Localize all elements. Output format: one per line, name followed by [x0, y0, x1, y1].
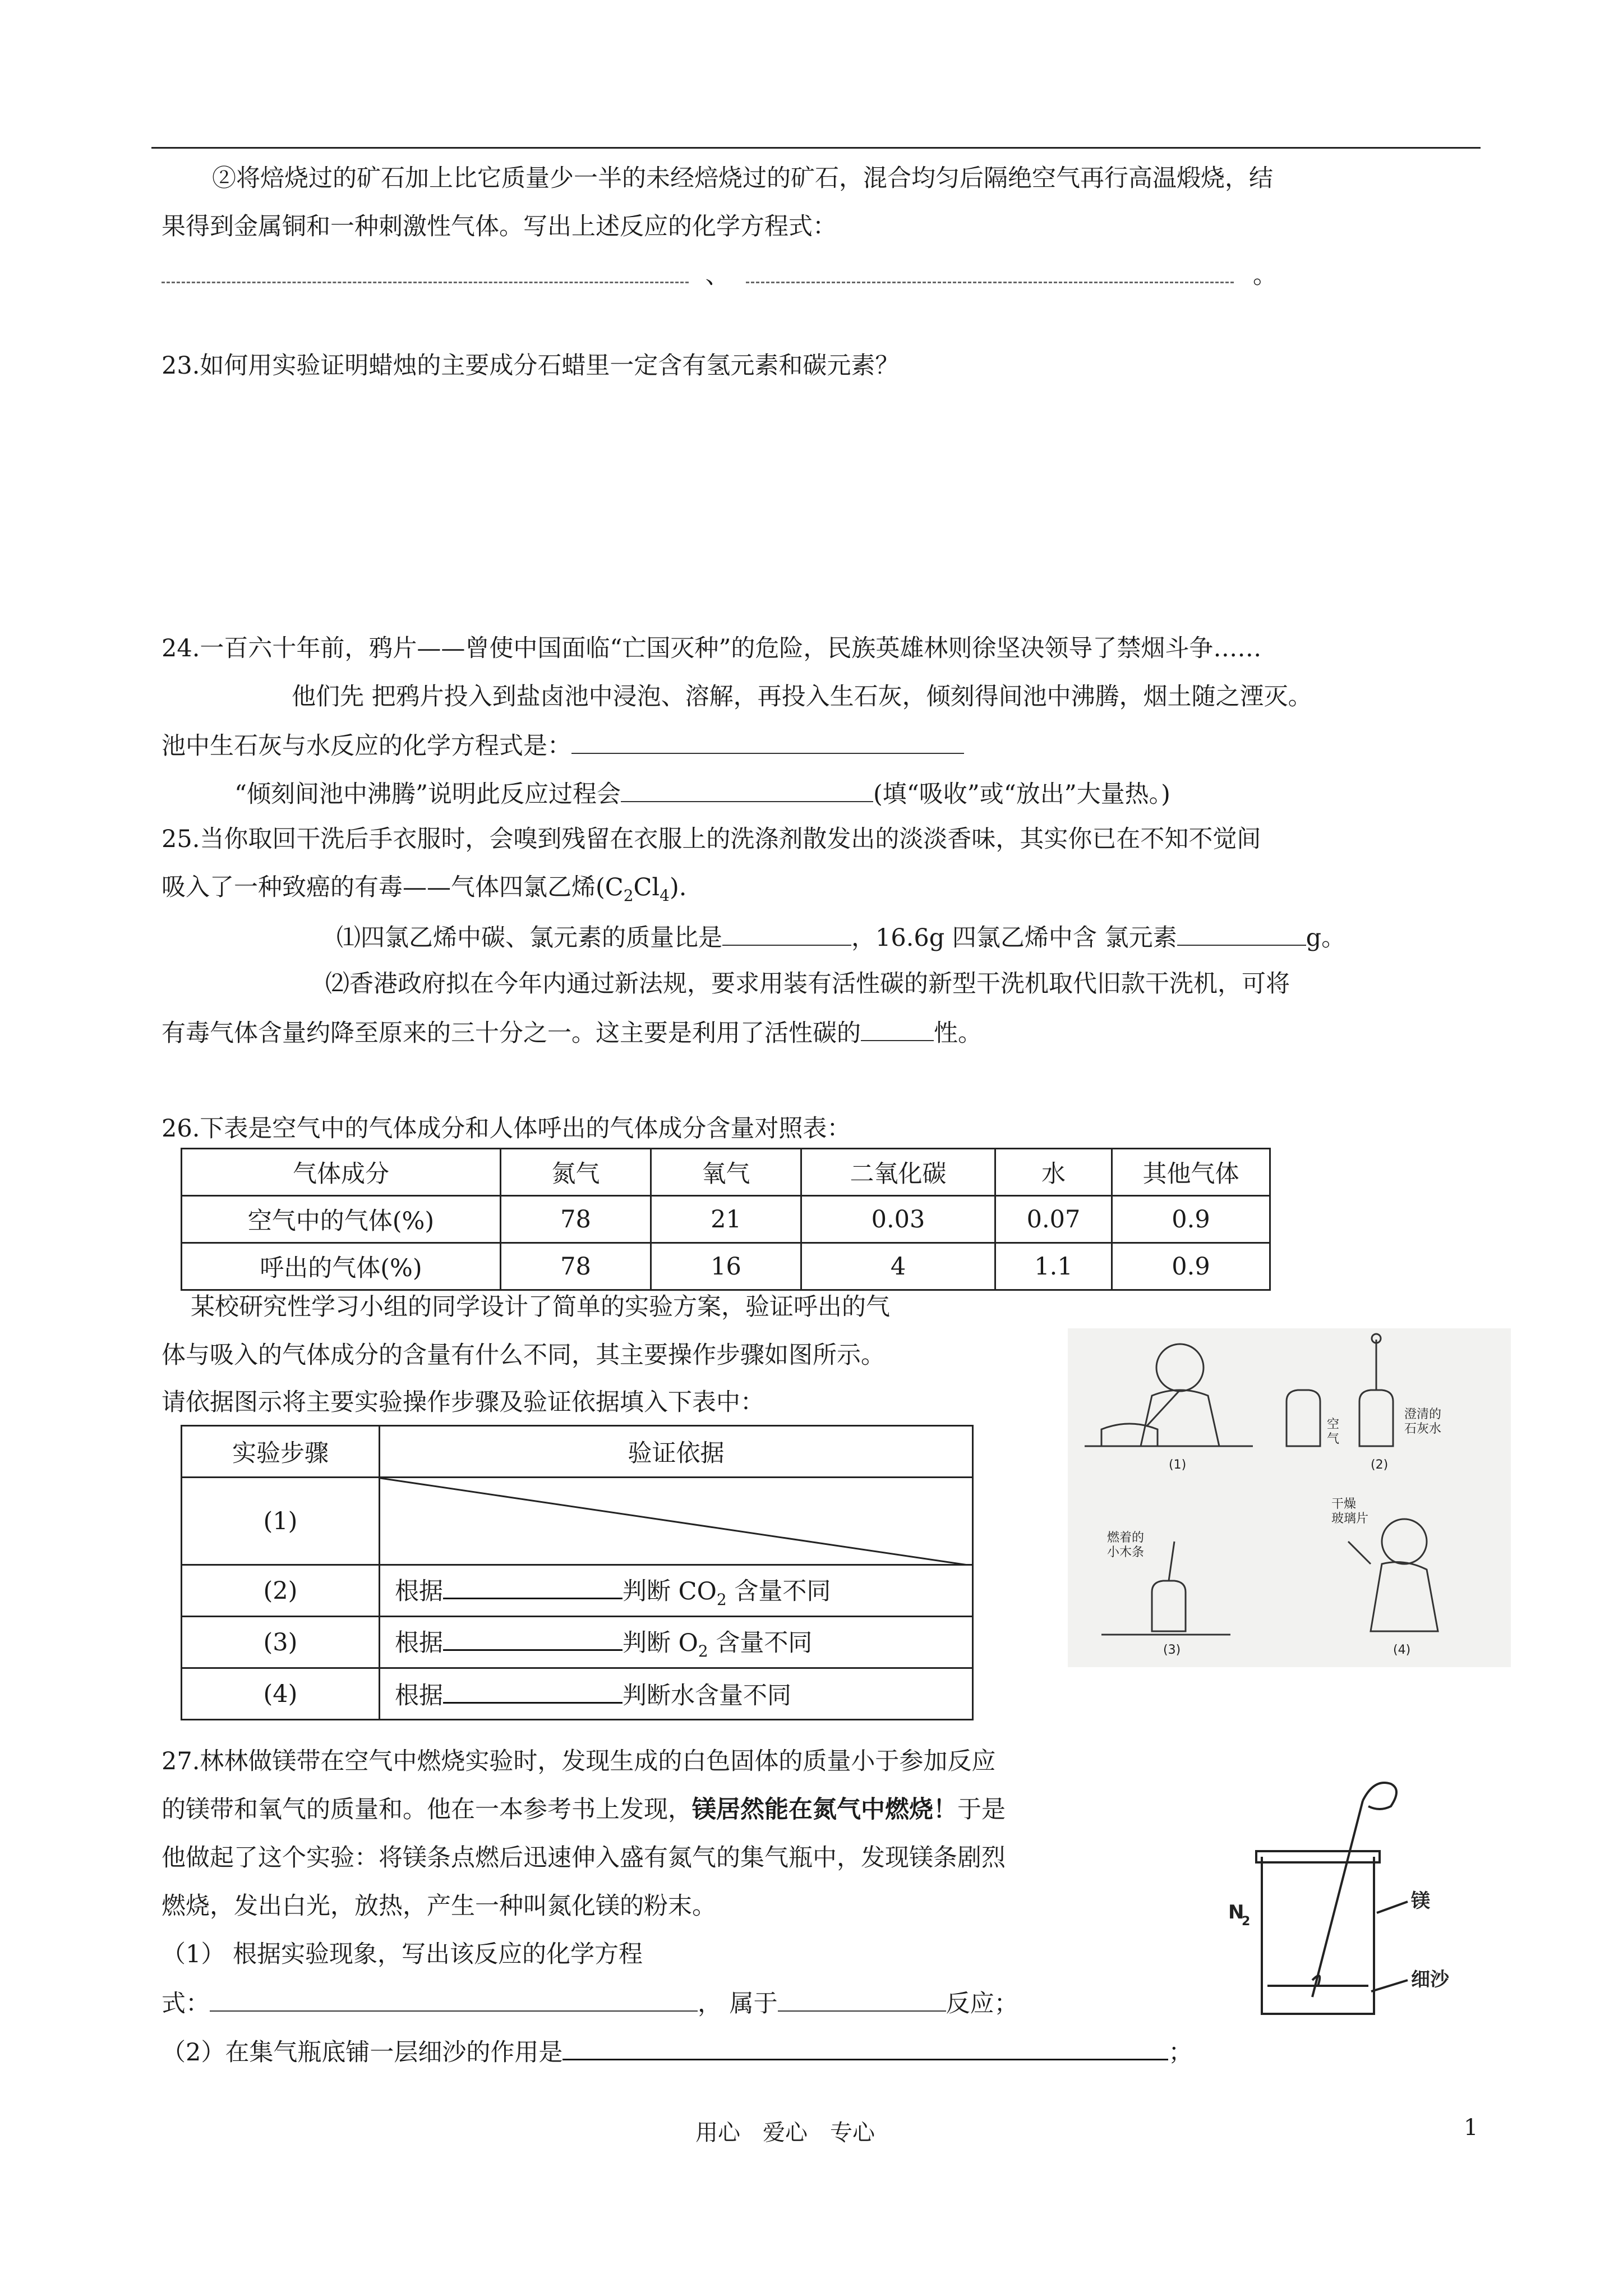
table-header: 其他气体 — [1112, 1149, 1270, 1196]
answer-blank[interactable] — [162, 259, 689, 283]
sand-label: 细沙 — [1411, 1968, 1449, 1991]
q22-line2: 果得到金属铜和一种刺激性气体。写出上述反应的化学方程式： — [162, 213, 837, 241]
subscript: 2 — [698, 1642, 708, 1660]
answer-blank[interactable] — [443, 1677, 623, 1704]
q27-bold: 镁居然能在氮气中燃烧！ — [692, 1796, 957, 1824]
q25-text: ). — [670, 873, 687, 901]
q26-para3: 请依据图示将主要实验操作步骤及验证依据填入下表中： — [162, 1388, 764, 1416]
judge-text: 判断水含量不同 — [623, 1682, 791, 1710]
table-row — [182, 1565, 973, 1617]
q24-line2: 他们先 把鸦片投入到盐卤池中浸泡、溶解，再投入生石灰，倾刻得间池中沸腾，烟土随之湮灭。 — [292, 683, 1312, 711]
q27-text: 于是 — [957, 1796, 1006, 1824]
answer-blank[interactable] — [621, 776, 873, 802]
header-rule — [151, 147, 1481, 149]
gas-jar-illustration — [1228, 1767, 1464, 2031]
q25-line4: ⑵香港政府拟在今年内通过新法规，要求用装有活性碳的新型干洗机取代旧款干洗机，可将 — [325, 970, 1290, 998]
q25-text: Cl — [633, 873, 660, 901]
q22-line1: ②将焙烧过的矿石加上比它质量少一半的未经焙烧过的矿石，混合均匀后隔绝空气再行高温煅烧，结 — [212, 164, 1273, 192]
table-cell: 0.9 — [1112, 1196, 1270, 1243]
table-cell: 0.07 — [995, 1196, 1112, 1243]
q24-line3 — [162, 728, 1481, 762]
table-header: 实验步骤 — [182, 1426, 380, 1478]
judge-text: 判断 O — [623, 1629, 698, 1657]
basis-label: 根据 — [395, 1682, 443, 1710]
table-header: 二氧化碳 — [801, 1149, 995, 1196]
table-header: 水 — [995, 1149, 1112, 1196]
answer-blank[interactable] — [861, 1015, 934, 1041]
diagonal-line — [380, 1478, 972, 1566]
figure-label: 石灰水 — [1404, 1422, 1442, 1436]
q23-question: 23.如何用实验证明蜡烛的主要成分石蜡里一定含有氢元素和碳元素？ — [162, 352, 900, 380]
answer-blank[interactable] — [210, 1986, 698, 2012]
q27-line5: （1） 根据实验现象，写出该反应的化学方程 — [162, 1940, 643, 1968]
figure-label: 澄清的 — [1404, 1407, 1442, 1421]
table-header: 验证依据 — [380, 1426, 973, 1478]
q25-prompt: ⑴四氯乙烯中碳、氯元素的质量比是 — [336, 924, 722, 952]
table-header: 气体成分 — [182, 1149, 501, 1196]
q26-para1: 某校研究性学习小组的同学设计了简单的实验方案，验证呼出的气 — [191, 1293, 890, 1321]
step-label: (3) — [182, 1617, 380, 1668]
subscript: 2 — [716, 1590, 727, 1609]
magnesium-nitrogen-figure — [1228, 1767, 1464, 2031]
figure-label: 空 — [1327, 1418, 1340, 1432]
separator: 、 — [705, 261, 730, 289]
table-cell: 16 — [651, 1243, 801, 1290]
answer-blank[interactable] — [746, 259, 1234, 283]
experiment-steps-table — [181, 1425, 974, 1720]
table-row — [182, 1668, 973, 1720]
figure-label: 小木条 — [1107, 1545, 1145, 1559]
step-label: (4) — [182, 1668, 380, 1720]
magnesium-label: 镁 — [1411, 1890, 1430, 1912]
table-row — [182, 1243, 1270, 1290]
subscript: 2 — [1242, 1915, 1251, 1929]
figure-label: (2) — [1371, 1458, 1389, 1472]
table-cell: 78 — [501, 1196, 651, 1243]
q27-line1: 27.林林做镁带在空气中燃烧实验时，发现生成的白色固体的质量小于参加反应 — [162, 1747, 996, 1775]
q27-line7 — [162, 2034, 1481, 2068]
experiment-illustration — [1068, 1328, 1511, 1667]
q26-para2: 体与吸入的气体成分的含量有什么不同，其主要操作步骤如图所示。 — [162, 1341, 885, 1369]
table-header: 氮气 — [501, 1149, 651, 1196]
step-label: (2) — [182, 1565, 380, 1617]
q27-prompt: 反应； — [946, 1990, 1018, 2018]
q27-prompt: （2）在集气瓶底铺一层细沙的作用是 — [162, 2039, 563, 2067]
q24-prompt: “倾刻间池中沸腾”说明此反应过程会 — [234, 780, 621, 808]
figure-label: 玻璃片 — [1331, 1512, 1369, 1526]
page-number: 1 — [1464, 2115, 1478, 2141]
table-cell: 0.03 — [801, 1196, 995, 1243]
q25-line1: 25.当你取回干洗后手衣服时，会嗅到残留在衣服上的洗涤剂散发出的淡淡香味，其实你已在不知不觉间 — [162, 825, 1261, 853]
q25-line2 — [162, 872, 1481, 912]
q25-line3 — [336, 920, 1623, 954]
q25-prompt: 有毒气体含量约降至原来的三十分之一。这主要是利用了活性碳的 — [162, 1019, 861, 1047]
q27-line3: 他做起了这个实验：将镁条点燃后迅速伸入盛有氮气的集气瓶中，发现镁条剧烈 — [162, 1844, 1006, 1872]
basis-cell — [380, 1565, 973, 1617]
gas-comparison-table — [181, 1148, 1271, 1291]
diagonal-cell — [380, 1478, 973, 1565]
judge-text: 含量不同 — [726, 1577, 831, 1605]
basis-cell — [380, 1617, 973, 1668]
figure-label: (4) — [1393, 1643, 1411, 1657]
q27-prompt: 式： — [162, 1990, 210, 2018]
answer-blank[interactable] — [722, 920, 851, 946]
q25-line5 — [162, 1015, 1481, 1049]
figure-label: (3) — [1163, 1643, 1181, 1657]
answer-blank[interactable] — [1177, 920, 1306, 946]
q24-prompt: 池中生石灰与水反应的化学方程式是： — [162, 732, 571, 760]
footer-motto: 用心 爱心 专心 — [695, 2120, 875, 2146]
answer-blank[interactable] — [562, 2034, 1168, 2060]
table-cell: 1.1 — [995, 1243, 1112, 1290]
q24-line1: 24.一百六十年前，鸦片——曾使中国面临“亡国灭种”的危险，民族英雄林则徐坚决领导了禁烟斗争…… — [162, 634, 1262, 662]
answer-blank[interactable] — [443, 1625, 623, 1651]
step-label: (1) — [182, 1478, 380, 1565]
basis-cell — [380, 1668, 973, 1720]
n2-label: N — [1228, 1901, 1244, 1924]
judge-text: 判断 CO — [623, 1577, 717, 1605]
table-row — [182, 1478, 973, 1565]
q27-prompt: ， 属于 — [698, 1990, 778, 2018]
answer-blank[interactable] — [443, 1573, 623, 1599]
table-cell: 0.9 — [1112, 1243, 1270, 1290]
q27-prompt: ； — [1168, 2039, 1193, 2067]
table-header: 氧气 — [651, 1149, 801, 1196]
judge-text: 含量不同 — [708, 1629, 813, 1657]
subscript: 4 — [660, 886, 670, 905]
figure-label: (1) — [1169, 1458, 1187, 1472]
q27-line4: 燃烧，发出白光，放热，产生一种叫氮化镁的粉末。 — [162, 1892, 716, 1920]
q27-text: 的镁带和氧气的质量和。他在一本参考书上发现， — [162, 1796, 692, 1824]
table-row — [182, 1196, 1270, 1243]
unit: g。 — [1306, 924, 1346, 952]
answer-blank[interactable] — [778, 1986, 946, 2012]
table-row — [182, 1617, 973, 1668]
table-cell: 呼出的气体(%) — [182, 1243, 501, 1290]
answer-blank[interactable] — [571, 728, 964, 754]
figure-label: 干燥 — [1331, 1497, 1357, 1511]
table-cell: 空气中的气体(%) — [182, 1196, 501, 1243]
end-mark: 。 — [1253, 261, 1278, 289]
table-cell: 78 — [501, 1243, 651, 1290]
figure-label: 燃着的 — [1107, 1531, 1145, 1545]
basis-label: 根据 — [395, 1629, 443, 1657]
q25-text: 吸入了一种致癌的有毒——气体四氯乙烯(C — [162, 873, 624, 901]
q26-intro: 26.下表是空气中的气体成分和人体呼出的气体成分含量对照表： — [162, 1115, 851, 1143]
table-cell: 4 — [801, 1243, 995, 1290]
q22-answer-row — [162, 259, 1481, 291]
breathing-experiment-figure — [1068, 1328, 1511, 1667]
q25-prompt: 性。 — [934, 1019, 982, 1047]
table-cell: 21 — [651, 1196, 801, 1243]
q24-line4 — [234, 776, 1553, 810]
q25-prompt: ，16.6g 四氯乙烯中含 氯元素 — [851, 924, 1177, 952]
q24-hint: (填“吸收”或“放出”大量热。) — [873, 780, 1170, 808]
figure-label: 气 — [1327, 1432, 1340, 1446]
basis-label: 根据 — [395, 1577, 443, 1605]
subscript: 2 — [623, 886, 634, 905]
